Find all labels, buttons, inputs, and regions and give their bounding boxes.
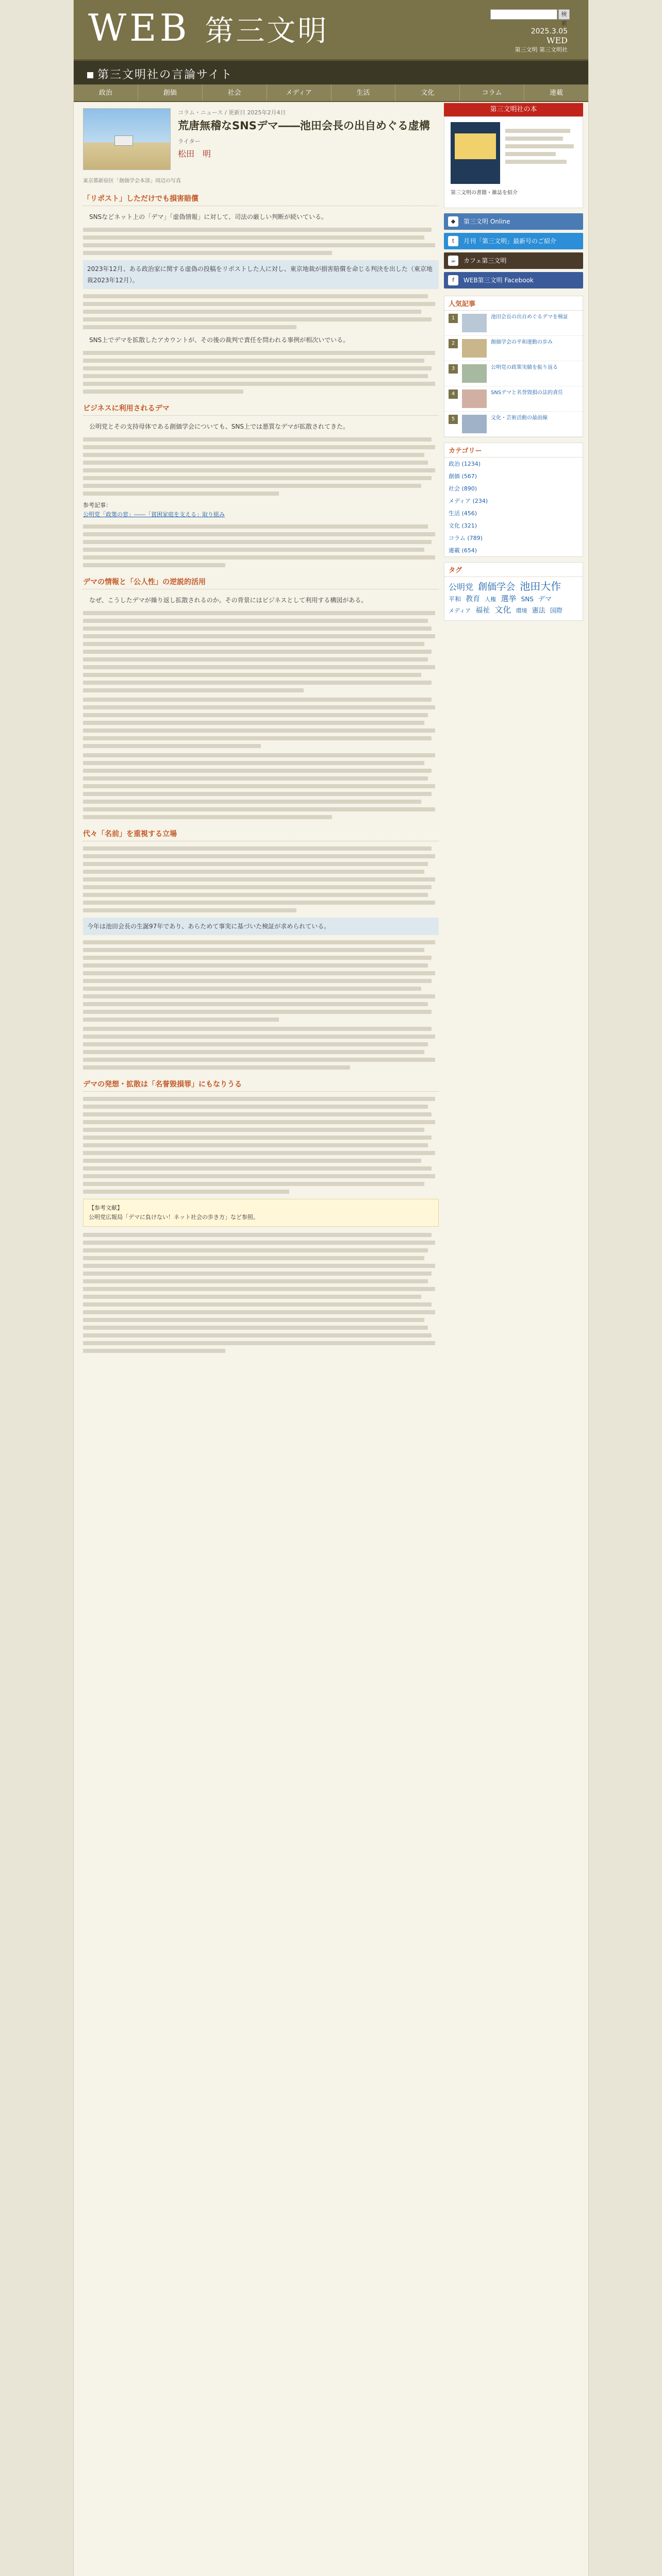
tag-widget <box>444 562 583 621</box>
tag-link[interactable]: 国際 <box>550 607 562 614</box>
book-promo[interactable] <box>444 116 583 208</box>
writer-role: ライター <box>178 138 201 145</box>
nav-item-society[interactable]: 社会 <box>203 84 267 101</box>
tag-link[interactable]: 教育 <box>466 595 481 603</box>
category-item[interactable]: メディア (234) <box>449 498 488 504</box>
twitter-icon: t <box>448 236 458 246</box>
reference-box <box>83 1199 439 1227</box>
text-block <box>83 437 439 496</box>
tag-link[interactable]: デマ <box>538 596 552 603</box>
category-item[interactable]: 文化 (321) <box>449 522 477 529</box>
site-logo[interactable] <box>88 7 328 52</box>
sidebar-link-label: 月刊「第三文明」最新号のご紹介 <box>464 238 557 245</box>
site-tagline-text: 第三文明社の言論サイト <box>97 69 233 81</box>
text-block <box>83 846 439 912</box>
nav-item-column[interactable]: コラム <box>460 84 524 101</box>
highlight-paragraph: 2023年12月、ある政治家に関する虚偽の投稿をリポストした人に対し、東京地裁が損害賠償を命じる判決を出した（東京地裁2023年12月）。 <box>83 260 439 289</box>
tag-link[interactable]: 池田大作 <box>520 580 561 592</box>
nav-item-series[interactable]: 連載 <box>550 89 564 97</box>
tag-link[interactable]: メディア <box>449 607 471 614</box>
tag-link[interactable]: 選挙 <box>501 594 517 603</box>
sidebar-link-cafe[interactable] <box>444 252 583 269</box>
rank-thumbnail <box>462 389 487 408</box>
section-heading: ビジネスに利用されるデマ <box>83 403 439 416</box>
category-item[interactable]: 連載 (654) <box>449 547 477 554</box>
article-paragraph: SNS上でデマを拡散したアカウントが、その後の裁判で責任を問われる事例が相次いでいる。 <box>89 336 350 344</box>
article-paragraph: 公明党とその支持母体である創価学会についても、SNS上では悪質なデマが拡散されてきた。 <box>89 423 349 430</box>
rank-title: 公明党の政策実績を振り返る <box>491 365 558 370</box>
page <box>73 0 589 2576</box>
reference-link[interactable]: 公明党「政策の窓」――「貧困家庭を支える」取り組み <box>83 511 225 518</box>
tag-link[interactable]: 環境 <box>516 607 527 614</box>
article-paragraph: なぜ、こうしたデマが繰り返し拡散されるのか。その背景にはビジネスとして利用する構図がある。 <box>89 597 368 604</box>
sidebar-link-online[interactable] <box>444 213 583 230</box>
article-title: 荒唐無稽なSNSデマ――池田会長の出自めぐる虚構 <box>178 120 430 132</box>
section-heading: 「リポスト」しただけでも損害賠償 <box>83 193 439 206</box>
tag-link[interactable]: 文化 <box>494 605 511 615</box>
sidebar-link-label: カフェ第三文明 <box>464 257 507 264</box>
text-block <box>83 228 439 255</box>
tag-link[interactable]: 平和 <box>449 596 461 603</box>
rank-thumbnail <box>462 415 487 433</box>
section-heading: デマの発想・拡散は「名誉毀損罪」にもなりうる <box>83 1079 439 1092</box>
category-item[interactable]: 生活 (456) <box>449 510 477 517</box>
main-article <box>83 108 439 1358</box>
category-title: カテゴリー <box>444 443 583 457</box>
reference-box-label: 【参考文献】 <box>89 1205 123 1211</box>
sub-header <box>74 61 588 84</box>
site-tagline <box>87 66 233 82</box>
date-year: 2025.3.05 <box>531 27 568 36</box>
facebook-icon: f <box>448 275 458 285</box>
text-block <box>83 1233 439 1353</box>
sidebar-link-facebook[interactable] <box>444 272 583 289</box>
text-block <box>83 611 439 692</box>
ranking-item[interactable] <box>444 311 583 336</box>
sidebar-books-heading: 第三文明社の本 <box>444 103 583 116</box>
rank-number: 5 <box>449 415 458 424</box>
text-block <box>83 940 439 1022</box>
ranking-widget <box>444 296 583 437</box>
nav-item-media[interactable]: メディア <box>267 84 332 101</box>
tag-title: タグ <box>444 563 583 577</box>
ranking-item[interactable] <box>444 386 583 412</box>
rank-title: 池田会長の出自めぐるデマを検証 <box>491 314 568 320</box>
tag-link[interactable]: 公明党 <box>449 582 474 592</box>
article-meta: コラム・ニュース / 更新日 2025年2月4日 <box>178 109 286 116</box>
rank-number: 3 <box>449 364 458 374</box>
ranking-item[interactable] <box>444 361 583 386</box>
tag-cloud <box>444 577 583 620</box>
nav-item-soka[interactable]: 創価 <box>138 84 203 101</box>
sidebar-link-magazine[interactable] <box>444 233 583 249</box>
site-header <box>74 0 588 61</box>
text-block <box>83 294 439 329</box>
text-block <box>83 524 439 567</box>
tag-link[interactable]: 憲法 <box>532 607 545 615</box>
sidebar <box>444 103 583 626</box>
nav-item-culture[interactable]: 文化 <box>395 84 460 101</box>
logo-en: WEB <box>88 6 190 49</box>
tag-link[interactable]: SNS <box>521 596 534 603</box>
text-block <box>83 1027 439 1070</box>
rank-number: 2 <box>449 339 458 348</box>
category-item[interactable]: コラム (789) <box>449 535 483 541</box>
note-label: 参考記事： <box>83 502 111 509</box>
rank-thumbnail <box>462 314 487 332</box>
article-header <box>83 108 439 170</box>
category-widget <box>444 443 583 557</box>
nav-item-politics[interactable]: 政治 <box>74 84 138 101</box>
section-heading: デマの情報と「公人性」の逆説的活用 <box>83 577 439 589</box>
book-caption: 第三文明の書籍・雑誌を紹介 <box>451 190 518 196</box>
online-icon: ◆ <box>448 216 458 227</box>
rank-thumbnail <box>462 339 487 358</box>
highlight-paragraph: 今年は池田会長の生誕97年であり、あらためて事実に基づいた検証が求められている。 <box>83 918 439 935</box>
cafe-icon: ☕ <box>448 256 458 266</box>
ranking-item[interactable] <box>444 412 583 437</box>
section-heading: 代々「名前」を重視する立場 <box>83 828 439 841</box>
article-paragraph: SNSなどネット上の「デマ」「虚偽情報」に対して、司法の厳しい判断が続いている。 <box>89 213 327 221</box>
nav-item-life[interactable]: 生活 <box>332 84 396 101</box>
sidebar-link-label: 第三文明 Online <box>464 218 510 225</box>
square-icon <box>87 72 93 78</box>
logo-jp: 第三文明 <box>205 14 329 48</box>
category-item[interactable]: 社会 (890) <box>449 485 477 492</box>
category-item[interactable]: 政治 (1234) <box>449 461 481 467</box>
article-thumbnail <box>83 108 171 170</box>
date-day: WED <box>547 36 568 45</box>
ranking-title: 人気記事 <box>444 296 583 311</box>
rank-title: SNSデマと名誉毀損の法的責任 <box>491 390 564 396</box>
sidebar-link-label: WEB第三文明 Facebook <box>464 277 534 284</box>
tag-link[interactable]: 創価学会 <box>478 582 516 592</box>
search-button[interactable]: 検索 <box>558 9 570 20</box>
article-author[interactable]: 松田 明 <box>178 149 211 159</box>
search-input[interactable] <box>490 9 557 20</box>
text-block <box>83 753 439 819</box>
header-links[interactable]: 第三文明 第三文明社 <box>515 46 568 53</box>
header-date <box>531 27 568 45</box>
text-block <box>83 1097 439 1194</box>
ranking-item[interactable] <box>444 336 583 361</box>
tag-link[interactable]: 人権 <box>485 596 496 603</box>
photo-caption: 東京都新宿区「創価学会本部」周辺の写真 <box>83 178 181 184</box>
rank-thumbnail <box>462 364 487 383</box>
main-nav <box>74 84 588 102</box>
book-cover-image <box>451 122 500 184</box>
reference-box-text: 公明党広報局「デマに負けない！ネット社会の歩き方」など参照。 <box>89 1214 259 1221</box>
tag-link[interactable]: 福祉 <box>475 606 490 615</box>
reference-note <box>83 501 439 519</box>
rank-number: 4 <box>449 389 458 399</box>
rank-title: 文化・芸術活動の最前線 <box>491 415 548 421</box>
text-block <box>83 351 439 394</box>
text-block <box>83 698 439 748</box>
rank-title: 創価学会の平和運動の歩み <box>491 340 553 345</box>
rank-number: 1 <box>449 314 458 323</box>
category-item[interactable]: 創価 (567) <box>449 473 477 480</box>
